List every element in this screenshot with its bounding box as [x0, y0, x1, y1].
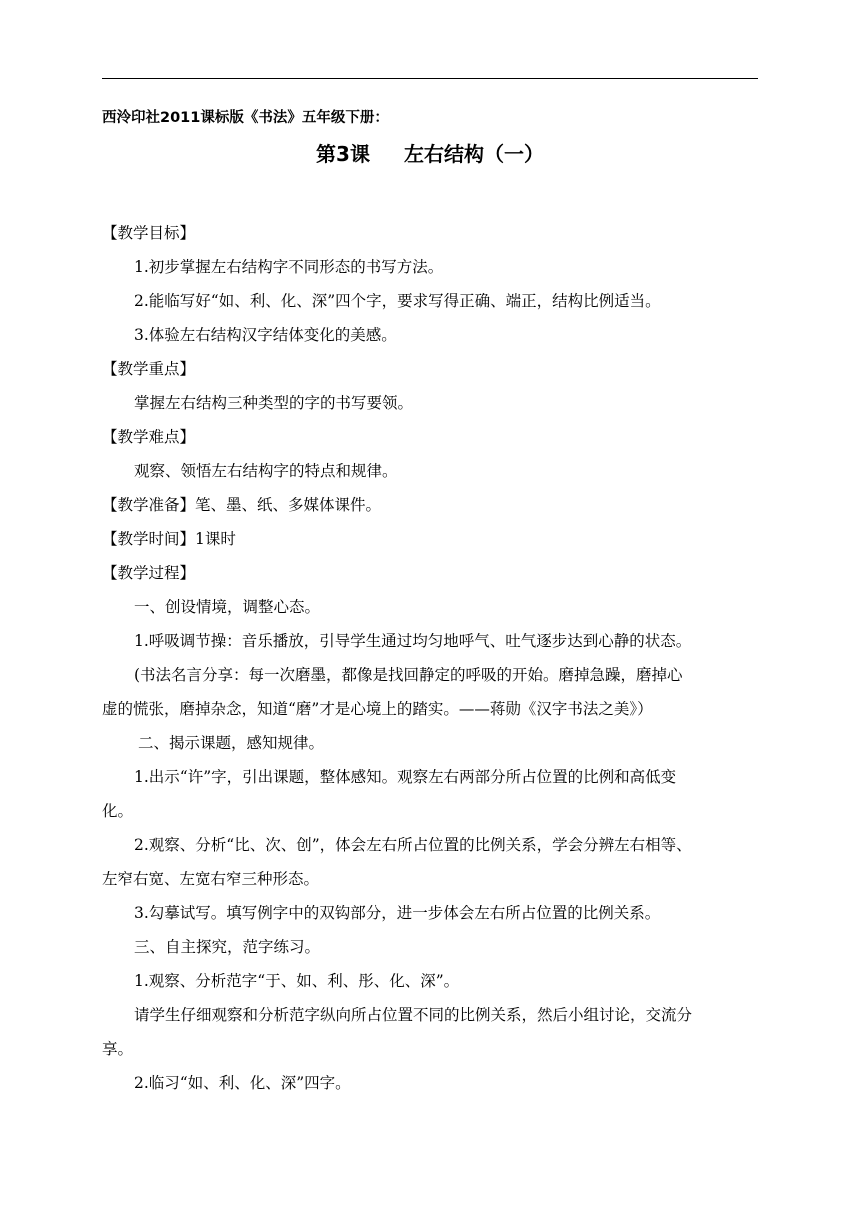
textbook-subtitle: 西泠印社2011课标版《书法》五年级下册： [102, 110, 389, 126]
preparation-heading: 【教学准备】 [102, 496, 196, 514]
preparation-row [102, 488, 758, 522]
quote-line: 虚的慌张，磨掉杂念，知道“磨”才是心境上的踏实。——蒋勋《汉字书法之美》） [102, 700, 653, 718]
goal-item: 2.能临写好“如、利、化、深”四个字，要求写得正确、端正，结构比例适当。 [134, 292, 661, 310]
time-row [102, 522, 758, 556]
goal-item: 1.初步掌握左右结构字不同形态的书写方法。 [134, 258, 444, 276]
step-item-continuation: 化。 [102, 802, 134, 820]
step-item: 3.勾摹试写。填写例字中的双钩部分，进一步体会左右所占位置的比例关系。 [134, 904, 661, 922]
goals-heading: 【教学目标】 [102, 224, 196, 242]
header-rule [102, 78, 758, 79]
key-points-text: 掌握左右结构三种类型的字的书写要领。 [134, 394, 414, 412]
key-points-heading: 【教学重点】 [102, 360, 196, 378]
goal-item: 3.体验左右结构汉字结体变化的美感。 [134, 326, 397, 344]
step-note: 请学生仔细观察和分析范字纵向所占位置不同的比例关系，然后小组讨论，交流分 [134, 1006, 693, 1024]
lesson-name: 左右结构（一） [403, 142, 544, 166]
step-item: 2.观察、分析“比、次、创”，体会左右所占位置的比例关系，学会分辨左右相等、 [134, 836, 692, 854]
step-title: 三、自主探究，范字练习。 [134, 938, 321, 956]
lesson-title [102, 136, 758, 172]
document-body [102, 104, 758, 1100]
step-item-continuation: 左窄右宽、左宽右窄三种形态。 [102, 870, 320, 888]
quote-line: (书法名言分享：每一次磨墨，都像是找回静定的呼吸的开始。磨掉急躁，磨掉心 [134, 666, 683, 684]
step-item: 1.观察、分析范字“于、如、利、彤、化、深”。 [134, 972, 460, 990]
process-heading: 【教学过程】 [102, 564, 196, 582]
preparation-text: 笔、墨、纸、多媒体课件。 [195, 496, 382, 514]
difficulty-heading: 【教学难点】 [102, 428, 196, 446]
step-item: 1.呼吸调节操：音乐播放，引导学生通过均匀地呼气、吐气逐步达到心静的状态。 [134, 632, 692, 650]
difficulty-text: 观察、领悟左右结构字的特点和规律。 [134, 462, 398, 480]
step-note-continuation: 享。 [102, 1040, 134, 1058]
step-item: 1.出示“许”字，引出课题，整体感知。观察左右两部分所占位置的比例和高低变 [134, 768, 677, 786]
step-item: 2.临习“如、利、化、深”四字。 [134, 1074, 351, 1092]
time-heading: 【教学时间】 [102, 530, 196, 548]
step-title: 一、创设情境，调整心态。 [134, 598, 321, 616]
step-title: 二、揭示课题，感知规律。 [138, 734, 325, 752]
lesson-number: 第3课 [316, 142, 370, 166]
time-text: 1课时 [195, 530, 236, 548]
